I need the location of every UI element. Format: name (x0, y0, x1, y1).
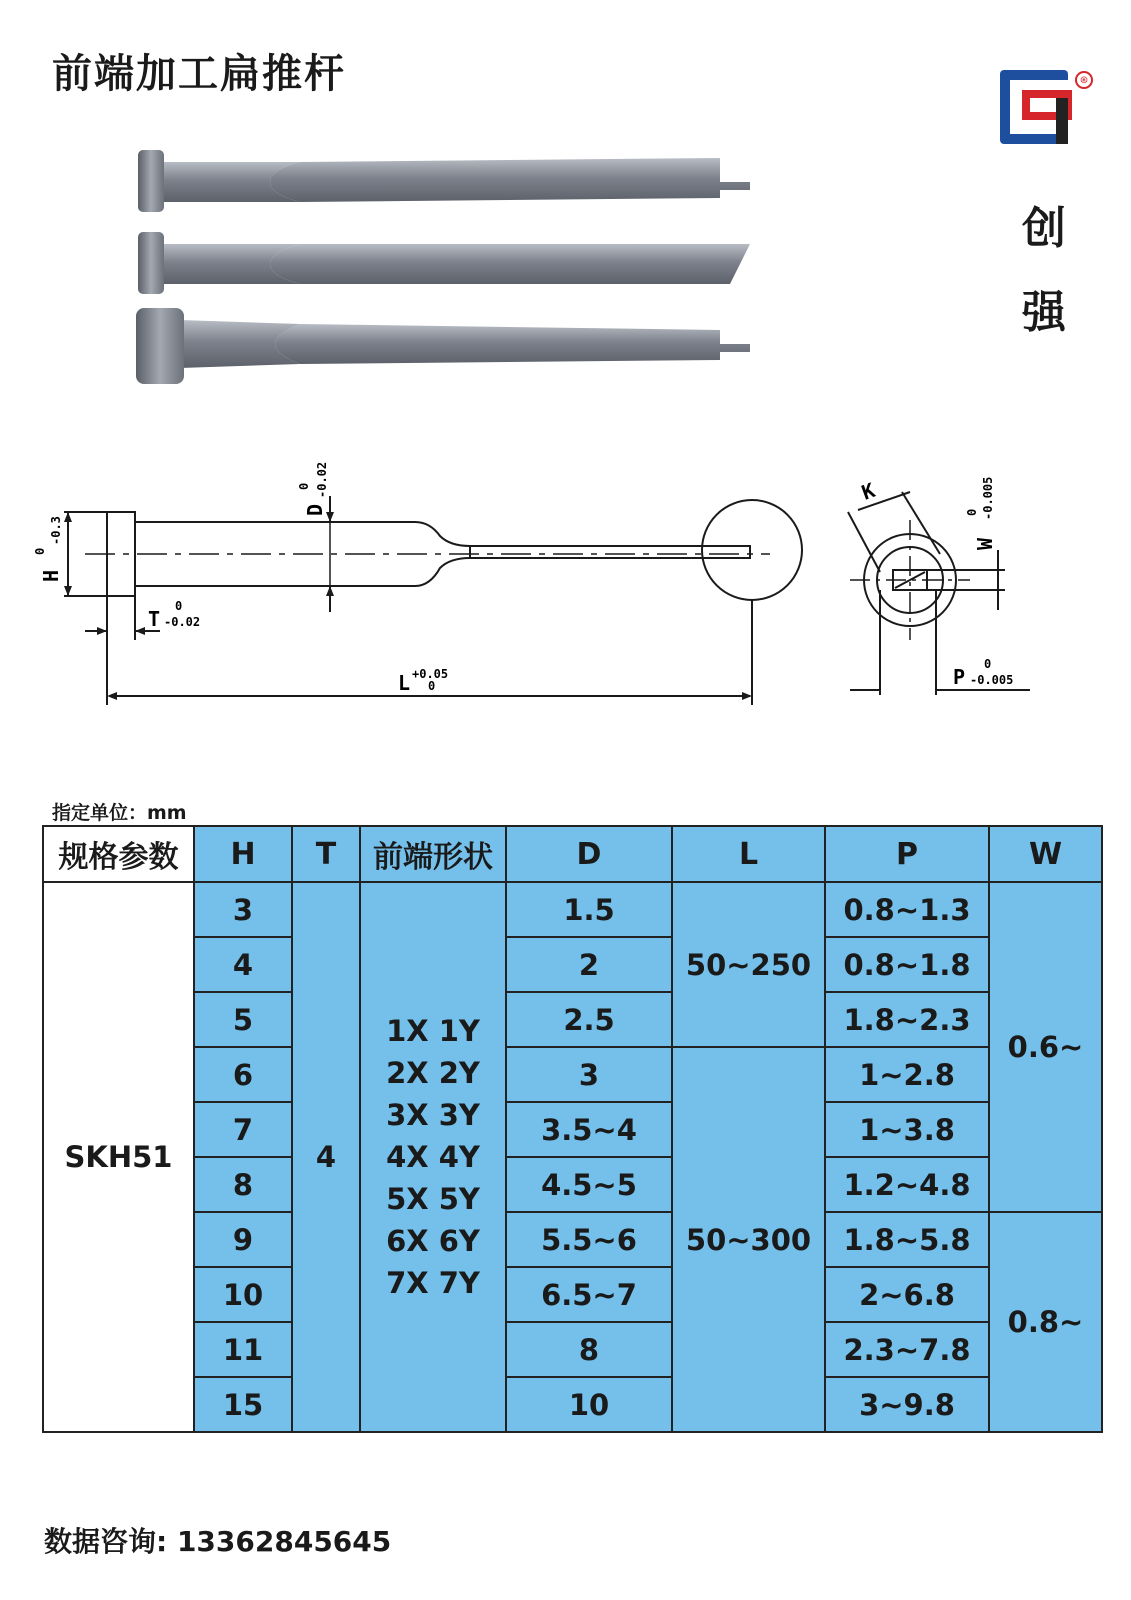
p-cell: 3~9.8 (825, 1377, 989, 1432)
d-cell: 2.5 (506, 992, 672, 1047)
h-cell: 9 (194, 1212, 292, 1267)
h-cell: 4 (194, 937, 292, 992)
registered-mark: ® (1080, 74, 1088, 87)
d-cell: 1.5 (506, 882, 672, 937)
header-spec: 规格参数 (43, 826, 194, 882)
d-cell: 4.5~5 (506, 1157, 672, 1212)
header-p: P (825, 826, 989, 882)
unit-label: 指定单位：mm (52, 802, 187, 824)
detail-circle (702, 500, 802, 600)
p-tol-upper: 0 (984, 657, 992, 671)
h-tol-upper: 0 (33, 547, 47, 555)
d-cell: 3.5~4 (506, 1102, 672, 1157)
h-cell: 15 (194, 1377, 292, 1432)
p-cell: 0.8~1.8 (825, 937, 989, 992)
d-cell: 3 (506, 1047, 672, 1102)
header-shape: 前端形状 (360, 826, 506, 882)
shape-item: 2X 2Y (386, 1056, 480, 1090)
brand-logo (1000, 68, 1100, 158)
header-l: L (672, 826, 825, 882)
end-view (848, 492, 1030, 695)
l-cell: 50~300 (672, 1047, 825, 1432)
p-tol-lower: -0.005 (970, 673, 1014, 687)
w-cell: 0.8~ (989, 1212, 1102, 1432)
k-label: K (858, 478, 879, 505)
table-row (43, 1267, 1102, 1322)
shape-item: 5X 5Y (386, 1182, 480, 1216)
header-d: D (506, 826, 672, 882)
w-label: W (973, 537, 997, 550)
p-cell: 0.8~1.3 (825, 882, 989, 937)
h-cell: 5 (194, 992, 292, 1047)
d-cell: 2 (506, 937, 672, 992)
h-cell: 7 (194, 1102, 292, 1157)
table-row (43, 1102, 1102, 1157)
d-cell: 10 (506, 1377, 672, 1432)
h-cell: 3 (194, 882, 292, 937)
brand-char-2: 强 (1022, 287, 1066, 338)
d-cell: 5.5~6 (506, 1212, 672, 1267)
w-tol-upper: 0 (965, 508, 979, 516)
d-tol-upper: 0 (297, 482, 311, 490)
table-header-row (43, 826, 1102, 882)
header-t: T (292, 826, 360, 882)
h-cell: 6 (194, 1047, 292, 1102)
table-row (43, 992, 1102, 1047)
l-label: L (398, 671, 411, 695)
logo-dark-bar (1056, 98, 1068, 144)
ejector-pin-photo-1 (138, 150, 750, 212)
technical-drawing (30, 450, 1110, 740)
header-w: W (989, 826, 1102, 882)
shape-item: 3X 3Y (386, 1098, 480, 1132)
page-title: 前端加工扁推杆 (52, 51, 346, 97)
p-cell: 1~2.8 (825, 1047, 989, 1102)
spec-table (42, 825, 1103, 1433)
d-tol-lower: -0.02 (315, 461, 329, 498)
h-cell: 11 (194, 1322, 292, 1377)
shape-item: 6X 6Y (386, 1224, 480, 1258)
l-tol-upper: +0.05 (412, 667, 449, 681)
d-label: D (303, 503, 327, 516)
h-tol-lower: -0.3 (49, 516, 63, 545)
shape-item: 7X 7Y (386, 1266, 480, 1300)
h-cell: 8 (194, 1157, 292, 1212)
table-row (43, 1157, 1102, 1212)
l-cell: 50~250 (672, 882, 825, 1047)
shape-cell (360, 882, 506, 1432)
table-row (43, 1212, 1102, 1267)
p-cell: 1.8~2.3 (825, 992, 989, 1047)
t-tol-upper: 0 (175, 599, 183, 613)
p-label: P (953, 665, 966, 689)
material-cell: SKH51 (43, 882, 194, 1432)
p-cell: 2.3~7.8 (825, 1322, 989, 1377)
ejector-pin-photo-3 (136, 308, 750, 384)
p-cell: 2~6.8 (825, 1267, 989, 1322)
w-cell: 0.6~ (989, 882, 1102, 1212)
shape-item: 4X 4Y (386, 1140, 480, 1174)
l-tol-lower: 0 (428, 679, 436, 693)
w-tol-lower: -0.005 (981, 476, 995, 520)
p-cell: 1.8~5.8 (825, 1212, 989, 1267)
h-cell: 10 (194, 1267, 292, 1322)
d-cell: 8 (506, 1322, 672, 1377)
t-label: T (148, 607, 161, 631)
table-row (43, 1377, 1102, 1432)
table-row (43, 1322, 1102, 1377)
p-cell: 1.2~4.8 (825, 1157, 989, 1212)
table-row (43, 1047, 1102, 1102)
ejector-pin-photo-2 (138, 232, 750, 294)
table-row (43, 882, 1102, 937)
contact-footer: 数据咨询: 13362845645 (44, 1525, 392, 1558)
shape-item: 1X 1Y (386, 1014, 480, 1048)
header-h: H (194, 826, 292, 882)
p-cell: 1~3.8 (825, 1102, 989, 1157)
product-photos (130, 140, 770, 400)
h-label: H (39, 569, 63, 582)
t-cell: 4 (292, 882, 360, 1432)
t-tol-lower: -0.02 (164, 615, 201, 629)
table-row (43, 937, 1102, 992)
brand-char-1: 创 (1022, 203, 1066, 254)
d-cell: 6.5~7 (506, 1267, 672, 1322)
